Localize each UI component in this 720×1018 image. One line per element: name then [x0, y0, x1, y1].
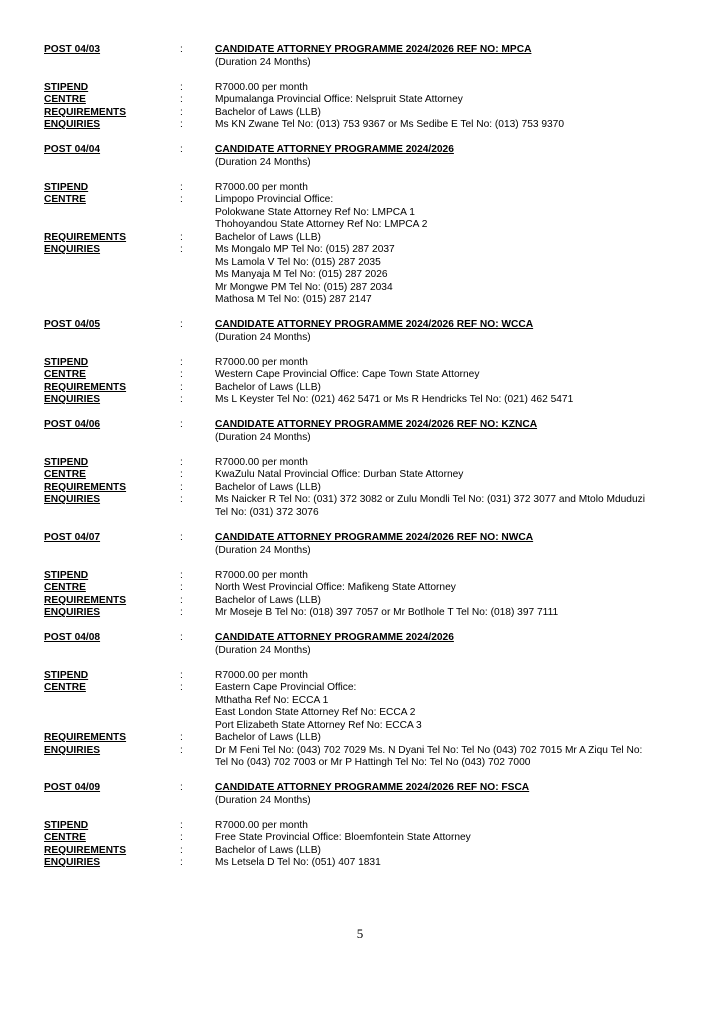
- field-value-line: East London State Attorney Ref No: ECCA 2: [215, 707, 416, 718]
- post-duration: (Duration 24 Months): [215, 431, 311, 443]
- field-label: ENQUIRIES: [44, 494, 101, 505]
- field-value-line: Thohoyandou State Attorney Ref No: LMPCA 2: [215, 219, 428, 230]
- field-value: [215, 232, 685, 245]
- post-number: POST 04/03: [44, 44, 101, 55]
- field-label: ENQUIRIES: [44, 244, 101, 255]
- field-value: [215, 682, 685, 732]
- colon-separator: :: [180, 832, 183, 843]
- field-value-line: Mathosa M Tel No: (015) 287 2147: [215, 294, 372, 305]
- field-label: ENQUIRIES: [44, 607, 101, 618]
- field-row-enquiries: [0, 494, 720, 518]
- field-value-line: Western Cape Provincial Office: Cape Town State Attorney: [215, 369, 480, 380]
- field-row-centre: [0, 94, 720, 107]
- field-row-centre: [0, 469, 720, 482]
- field-value-line: Ms Mongalo MP Tel No: (015) 287 2037: [215, 244, 395, 255]
- field-row-stipend: [0, 82, 720, 95]
- field-label: CENTRE: [44, 682, 86, 693]
- field-value-line: R7000.00 per month: [215, 669, 308, 681]
- field-value: [215, 732, 685, 745]
- post-title: CANDIDATE ATTORNEY PROGRAMME 2024/2026: [215, 144, 454, 155]
- field-value: [215, 357, 685, 370]
- field-value: [215, 582, 685, 595]
- colon-separator: :: [180, 181, 183, 193]
- field-value: [215, 745, 685, 770]
- field-label: REQUIREMENTS: [44, 594, 127, 606]
- field-row-requirements: [0, 732, 720, 745]
- field-label: CENTRE: [44, 832, 86, 843]
- field-label: CENTRE: [44, 369, 86, 380]
- field-value-line: Mthatha Ref No: ECCA 1: [215, 694, 329, 706]
- post-duration: (Duration 24 Months): [215, 644, 311, 656]
- colon-separator: :: [180, 469, 183, 480]
- field-value: [215, 857, 685, 870]
- field-value-line: Tel No: (031) 372 3076: [215, 506, 319, 518]
- post-header: [0, 319, 720, 343]
- field-value: [215, 832, 685, 845]
- field-row-requirements: [0, 107, 720, 120]
- field-label: STIPEND: [44, 669, 89, 681]
- field-row-stipend: [0, 182, 720, 195]
- field-label: CENTRE: [44, 194, 86, 205]
- colon-separator: :: [180, 732, 183, 743]
- field-label: REQUIREMENTS: [44, 231, 127, 243]
- colon-separator: :: [180, 106, 183, 118]
- page-number: 5: [356, 926, 364, 941]
- post-title-block: [215, 319, 685, 344]
- field-label: ENQUIRIES: [44, 119, 101, 130]
- field-value-line: R7000.00 per month: [215, 181, 308, 193]
- field-value-line: Tel No (043) 702 7003 or Mr P Hattingh Tel No: Tel No (043) 702 7000: [215, 757, 531, 768]
- field-value-line: Bachelor of Laws (LLB): [215, 844, 321, 856]
- field-value-line: Mr Moseje B Tel No: (018) 397 7057 or Mr Botlhole T Tel No: (018) 397 7111: [215, 607, 559, 618]
- colon-separator: :: [180, 481, 183, 493]
- colon-separator: :: [180, 231, 183, 243]
- post-number: POST 04/04: [44, 144, 101, 155]
- field-label: CENTRE: [44, 469, 86, 480]
- field-value-line: R7000.00 per month: [215, 356, 308, 368]
- colon-separator: :: [180, 419, 183, 430]
- post-header: [0, 782, 720, 806]
- field-row-stipend: [0, 820, 720, 833]
- field-value-line: R7000.00 per month: [215, 819, 308, 831]
- colon-separator: :: [180, 569, 183, 581]
- colon-separator: :: [180, 744, 183, 756]
- field-row-centre: [0, 682, 720, 731]
- colon-separator: :: [180, 456, 183, 468]
- field-value-line: Bachelor of Laws (LLB): [215, 381, 321, 393]
- field-value: [215, 382, 685, 395]
- post-title-block: [215, 144, 685, 169]
- field-value: [215, 494, 685, 519]
- field-value: [215, 369, 685, 382]
- post-header: [0, 419, 720, 443]
- field-value-line: Bachelor of Laws (LLB): [215, 231, 321, 243]
- field-label: STIPEND: [44, 456, 89, 468]
- colon-separator: :: [180, 669, 183, 681]
- field-value: [215, 570, 685, 583]
- field-label: CENTRE: [44, 582, 86, 593]
- field-label: STIPEND: [44, 181, 89, 193]
- field-row-centre: [0, 582, 720, 595]
- post-title: CANDIDATE ATTORNEY PROGRAMME 2024/2026 REF NO: NWCA: [215, 532, 534, 543]
- colon-separator: :: [180, 144, 183, 155]
- post-header: [0, 532, 720, 556]
- colon-separator: :: [180, 244, 183, 255]
- field-value-line: Bachelor of Laws (LLB): [215, 106, 321, 118]
- field-value-line: Bachelor of Laws (LLB): [215, 594, 321, 606]
- post-number: POST 04/09: [44, 782, 101, 793]
- post-duration: (Duration 24 Months): [215, 544, 311, 556]
- field-value-line: Mr Mongwe PM Tel No: (015) 287 2034: [215, 281, 393, 293]
- colon-separator: :: [180, 119, 183, 130]
- field-label: STIPEND: [44, 569, 89, 581]
- post-title-block: [215, 532, 685, 557]
- field-row-enquiries: [0, 607, 720, 620]
- field-row-stipend: [0, 457, 720, 470]
- colon-separator: :: [180, 369, 183, 380]
- field-value: [215, 482, 685, 495]
- colon-separator: :: [180, 381, 183, 393]
- post-header: [0, 632, 720, 656]
- post-title-block: [215, 632, 685, 657]
- post-number: POST 04/06: [44, 419, 101, 430]
- colon-separator: :: [180, 94, 183, 105]
- post-number: POST 04/08: [44, 632, 101, 643]
- field-value-line: Ms L Keyster Tel No: (021) 462 5471 or Ms R Hendricks Tel No: (021) 462 5471: [215, 394, 574, 405]
- colon-separator: :: [180, 194, 183, 205]
- field-row-requirements: [0, 382, 720, 395]
- field-row-requirements: [0, 482, 720, 495]
- field-value-line: Ms Manyaja M Tel No: (015) 287 2026: [215, 269, 388, 280]
- field-label: REQUIREMENTS: [44, 732, 127, 743]
- field-value: [215, 244, 685, 307]
- field-value-line: Ms Naicker R Tel No: (031) 372 3082 or Zulu Mondli Tel No: (031) 372 3077 and Mtolo Mduduzi: [215, 494, 645, 505]
- field-value-line: Mpumalanga Provincial Office: Nelspruit State Attorney: [215, 94, 463, 105]
- colon-separator: :: [180, 81, 183, 93]
- field-value-line: Eastern Cape Provincial Office:: [215, 682, 357, 693]
- field-value-line: Port Elizabeth State Attorney Ref No: ECCA 3: [215, 719, 422, 731]
- field-value: [215, 469, 685, 482]
- field-row-centre: [0, 369, 720, 382]
- field-value: [215, 82, 685, 95]
- field-value-line: Limpopo Provincial Office:: [215, 194, 334, 205]
- colon-separator: :: [180, 532, 183, 543]
- field-value: [215, 845, 685, 858]
- field-row-enquiries: [0, 244, 720, 305]
- field-label: ENQUIRIES: [44, 744, 101, 756]
- colon-separator: :: [180, 682, 183, 693]
- field-label: REQUIREMENTS: [44, 106, 127, 118]
- post-header: [0, 144, 720, 168]
- post-duration: (Duration 24 Months): [215, 794, 311, 806]
- field-row-enquiries: [0, 744, 720, 768]
- post-title: CANDIDATE ATTORNEY PROGRAMME 2024/2026 REF NO: MPCA: [215, 44, 532, 55]
- field-row-centre: [0, 194, 720, 230]
- field-row-requirements: [0, 845, 720, 858]
- field-value-line: Ms Letsela D Tel No: (051) 407 1831: [215, 857, 381, 868]
- post-number: POST 04/05: [44, 319, 101, 330]
- post-duration: (Duration 24 Months): [215, 331, 311, 343]
- field-label: STIPEND: [44, 819, 89, 831]
- field-row-stipend: [0, 570, 720, 583]
- post-number: POST 04/07: [44, 532, 101, 543]
- field-value-line: R7000.00 per month: [215, 569, 308, 581]
- post-title-block: [215, 782, 685, 807]
- field-row-enquiries: [0, 119, 720, 132]
- field-value-line: Bachelor of Laws (LLB): [215, 481, 321, 493]
- post-duration: (Duration 24 Months): [215, 56, 311, 68]
- post-header: [0, 44, 720, 68]
- post-title-block: [215, 44, 685, 69]
- field-value-line: R7000.00 per month: [215, 81, 308, 93]
- field-value: [215, 394, 685, 407]
- field-value-line: KwaZulu Natal Provincial Office: Durban State Attorney: [215, 469, 464, 480]
- post-title: CANDIDATE ATTORNEY PROGRAMME 2024/2026 REF NO: WCCA: [215, 319, 534, 330]
- colon-separator: :: [180, 844, 183, 856]
- field-label: REQUIREMENTS: [44, 844, 127, 856]
- field-value: [215, 457, 685, 470]
- field-row-requirements: [0, 232, 720, 245]
- colon-separator: :: [180, 782, 183, 793]
- field-label: STIPEND: [44, 356, 89, 368]
- field-value: [215, 107, 685, 120]
- field-label: CENTRE: [44, 94, 86, 105]
- field-value: [215, 119, 685, 132]
- field-row-requirements: [0, 595, 720, 608]
- field-value: [215, 607, 685, 620]
- colon-separator: :: [180, 819, 183, 831]
- field-value-line: North West Provincial Office: Mafikeng State Attorney: [215, 582, 456, 593]
- field-value-line: Bachelor of Laws (LLB): [215, 732, 321, 743]
- field-value: [215, 595, 685, 608]
- field-row-enquiries: [0, 394, 720, 407]
- field-value: [215, 820, 685, 833]
- field-value: [215, 670, 685, 683]
- colon-separator: :: [180, 356, 183, 368]
- colon-separator: :: [180, 44, 183, 55]
- field-value: [215, 194, 685, 232]
- field-label: ENQUIRIES: [44, 857, 101, 868]
- post-title: CANDIDATE ATTORNEY PROGRAMME 2024/2026 REF NO: KZNCA: [215, 419, 538, 430]
- colon-separator: :: [180, 394, 183, 405]
- colon-separator: :: [180, 594, 183, 606]
- field-label: REQUIREMENTS: [44, 481, 127, 493]
- post-title: CANDIDATE ATTORNEY PROGRAMME 2024/2026 REF NO: FSCA: [215, 782, 530, 793]
- colon-separator: :: [180, 632, 183, 643]
- field-value: [215, 94, 685, 107]
- colon-separator: :: [180, 857, 183, 868]
- field-row-enquiries: [0, 857, 720, 870]
- field-value-line: Dr M Feni Tel No: (043) 702 7029 Ms. N Dyani Tel No: Tel No (043) 702 7015 Mr A Ziqu Tel No:: [215, 744, 643, 756]
- field-value-line: Ms Lamola V Tel No: (015) 287 2035: [215, 256, 381, 268]
- colon-separator: :: [180, 582, 183, 593]
- post-duration: (Duration 24 Months): [215, 156, 311, 168]
- field-value-line: R7000.00 per month: [215, 456, 308, 468]
- field-label: ENQUIRIES: [44, 394, 101, 405]
- field-label: REQUIREMENTS: [44, 381, 127, 393]
- field-row-centre: [0, 832, 720, 845]
- field-value-line: Ms KN Zwane Tel No: (013) 753 9367 or Ms Sedibe E Tel No: (013) 753 9370: [215, 119, 565, 130]
- colon-separator: :: [180, 319, 183, 330]
- field-row-stipend: [0, 670, 720, 683]
- field-label: STIPEND: [44, 81, 89, 93]
- colon-separator: :: [180, 607, 183, 618]
- field-value-line: Free State Provincial Office: Bloemfontein State Attorney: [215, 832, 471, 843]
- colon-separator: :: [180, 494, 183, 505]
- post-title: CANDIDATE ATTORNEY PROGRAMME 2024/2026: [215, 632, 454, 643]
- post-title-block: [215, 419, 685, 444]
- field-row-stipend: [0, 357, 720, 370]
- field-value-line: Polokwane State Attorney Ref No: LMPCA 1: [215, 206, 415, 218]
- field-value: [215, 182, 685, 195]
